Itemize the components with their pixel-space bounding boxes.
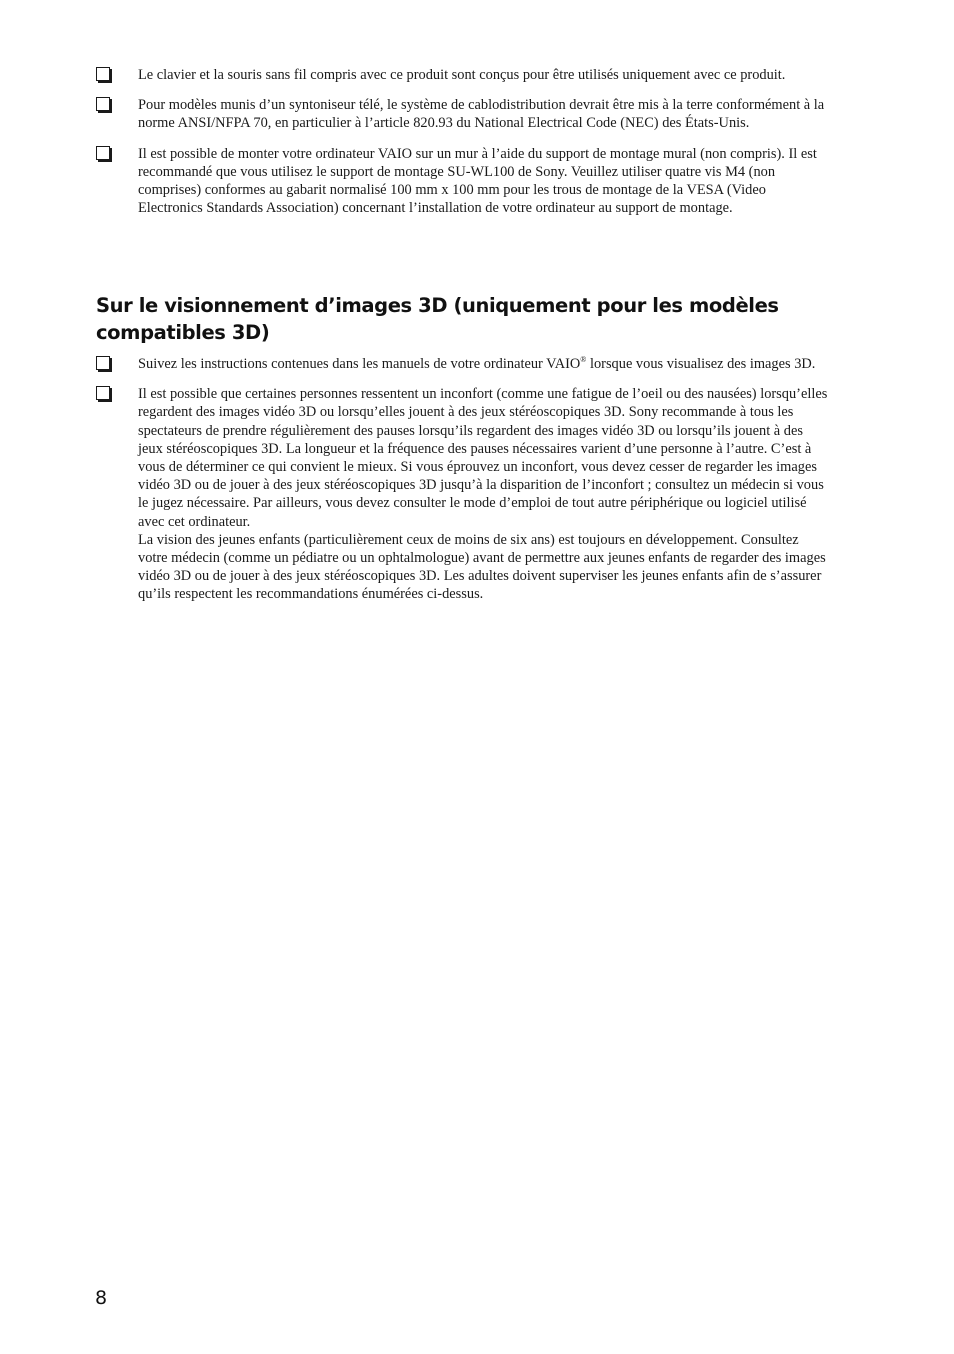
list-item (96, 385, 830, 603)
3d-notice-list (96, 355, 830, 616)
list-item-paragraph: La vision des jeunes enfants (particulièrement ceux de moins de six ans) est toujours en développement. Consultez votre médecin (comme un pédiatre ou un ophtalmologue) avant de permettre aux jeunes enfants de regarder des images vidéo 3D ou de jouer à des jeux stéréoscopiques 3D. Les adultes doivent superviser les jeunes enfants afin de s’assurer qu’ils respectent les recommandations énumérées ci-dessus. (138, 531, 826, 603)
section-heading: Sur le visionnement d’images 3D (uniquement pour les modèles compatibles 3D) (96, 294, 779, 344)
checkbox-bullet-icon (96, 67, 110, 81)
list-item-text (138, 356, 815, 372)
checkbox-bullet-icon (96, 356, 110, 370)
list-item-text: Le clavier et la souris sans fil compris avec ce produit sont conçus pour être utilisés uniquement avec ce produit. (138, 67, 786, 83)
list-item-text-part: Suivez les instructions contenues dans les manuels de votre ordinateur VAIO (138, 356, 581, 372)
notice-list (96, 66, 830, 229)
list-item (96, 355, 830, 373)
list-item (96, 66, 830, 84)
list-item-text: Pour modèles munis d’un syntoniseur télé, le système de cablodistribution devrait être mis à la terre conformément à la norme ANSI/NFPA 70, en particulier à l’article 820.93 du National Electrical Code (NEC) des États-Unis. (138, 97, 825, 132)
checkbox-bullet-icon (96, 146, 110, 160)
registered-mark: ® (580, 355, 587, 365)
list-item-paragraph: Il est possible que certaines personnes ressentent un inconfort (comme une fatigue de l’oeil ou des nausées) lorsqu’elles regardent des images vidéo 3D ou lorsqu’elles jouent à des jeux stéréoscopiques 3D. Sony recommande à tous les spectateurs de prendre régulièrement des pauses lorsqu’ils regardent des images vidéo 3D ou lorsqu’ils jouent à des jeux stéréoscopiques 3D. La longueur et la fréquence des pauses nécessaires varient d’une personne à l’autre. C’est à vous de déterminer ce qui convient le mieux. Si vous éprouvez un inconfort, vous devez cesser de regarder les images vidéo 3D ou de jouer à des jeux stéréoscopiques 3D jusqu’à la disparition de l’inconfort ; consultez un médecin si vous le jugez nécessaire. Par ailleurs, vous devez consulter le mode d’emploi de tout autre périphérique ou logiciel utilisé avec cet ordinateur. (138, 386, 828, 530)
checkbox-bullet-icon (96, 386, 110, 400)
page-number: 8 (95, 1287, 108, 1309)
list-item (96, 96, 830, 132)
list-item (96, 145, 830, 218)
checkbox-bullet-icon (96, 97, 110, 111)
list-item-text: Il est possible de monter votre ordinateur VAIO sur un mur à l’aide du support de montage mural (non compris). Il est recommandé que vous utilisez le support de montage SU-WL100 de Sony. Veuillez utiliser quatre vis M4 (non comprises) conformes au gabarit normalisé 100 mm x 100 mm pour les trous de montage de la VESA (Video Electronics Standards Association) concernant l’installation de votre ordinateur au support de montage. (138, 145, 817, 217)
list-item-text-part: lorsque vous visualisez des images 3D. (586, 356, 816, 372)
